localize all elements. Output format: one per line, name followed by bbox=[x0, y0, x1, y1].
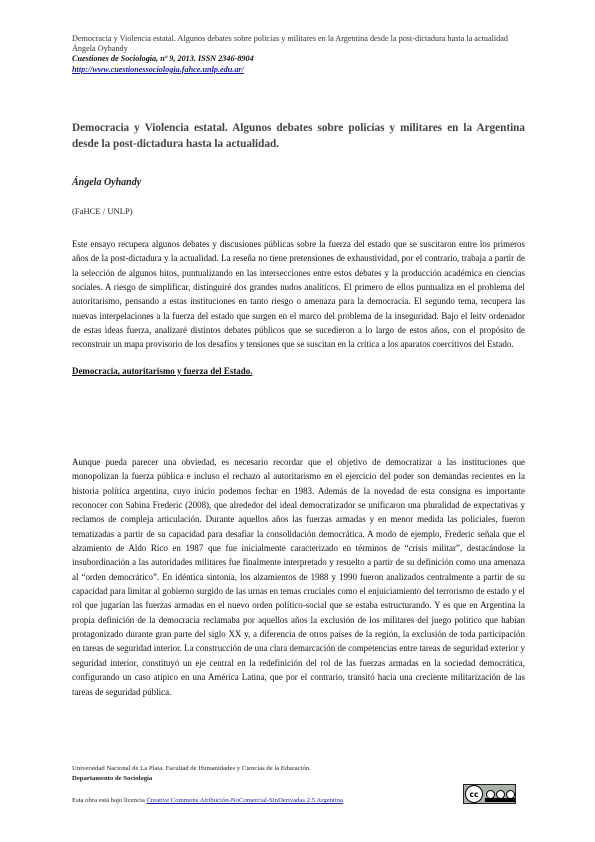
cc-circle: cc bbox=[465, 785, 483, 803]
license-link[interactable]: Creative Commons Atribución-NoComercial-SinDerivadas 2.5 Argentina bbox=[146, 797, 344, 804]
article-title: Democracia y Violencia estatal. Algunos debates sobre policías y militares en la Argentina desde la post-dictadura hasta la actualidad. bbox=[72, 122, 525, 150]
journal-citation: Cuestiones de Sociología, nº 9, 2013. ISSN 2346-8904 bbox=[72, 54, 254, 64]
author-affiliation: (FaHCE / UNLP) bbox=[72, 206, 133, 216]
running-author: Ángela Oyhandy bbox=[72, 44, 128, 54]
article-author: Ángela Oyhandy bbox=[72, 177, 142, 188]
creative-commons-by-nc-nd-icon[interactable] bbox=[463, 784, 516, 804]
body-paragraph: Aunque pueda parecer una obviedad, es necesario recordar que el objetivo de democratizar a las instituciones que monopolizan la fuerza pública e incluso el rechazo al autoritarismo en el ejercicio del poder son demandas recientes en la historia política argentina, cuyo inicio podemos fechar en 1983. Además de la novedad de esta consigna es importante reconocer con Sabina Frederic (2008), que alrededor del ideal democratizador se unificaron una pluralidad de expectativas y reclamos de compleja articulación. Durante aquellos años las fuerzas armadas y en menor medida las policiales, fueron tematizadas a partir de su capacidad para desafiar la consolidación democrática. A modo de ejemplo, Frederic señala que el alzamiento de Aldo Rico en 1987 que fue inicialmente caracterizado en términos de “crisis militar”, destacándose la insubordinación a las autoridades militares fue finalmente interpretado y resuelto a partir de su definición como una amenaza al “orden democrático”. En idéntica sintonía, los alzamientos de 1988 y 1990 fueron analizados centralmente a partir de su capacidad para limitar al gobierno surgido de las urnas en temas cruciales como el enjuiciamiento del terrorismo de estado y el rol que jugarían las fuerzas armadas en el nuevo orden político-social que se estaba estructurando. Y es que en Argentina la propia definición de la democracia reclamaba por aquellos años la exclusión de los militares del juego político que habían protagonizado durante gran parte del siglo XX y, a diferencia de otros países de la región, la exclusión de toda participación en tareas de seguridad interior. La construcción de una clara demarcación de competencias entre tareas de seguridad exterior y seguridad interior, constituyó un eje central en la redefinición del rol de las fuerzas armadas en la sociedad democrática, configurando un caso atípico en una América Latina, que por el contrario, transitó hacia una creciente militarización de las tareas de seguridad pública. bbox=[72, 457, 526, 697]
running-header bbox=[72, 34, 522, 75]
cc-badge-strip bbox=[485, 798, 515, 802]
page-footer bbox=[72, 764, 525, 783]
license-line bbox=[72, 797, 343, 804]
license-prefix: Esta obra está bajo licencia bbox=[72, 797, 147, 804]
running-title: Democracia y Violencia estatal. Algunos debates sobre policías y militares en la Argentina desde la post-dictadura hasta la actualidad bbox=[72, 34, 508, 43]
journal-url-link[interactable]: http://www.cuestionessociologia.fahce.unlp.edu.ar/ bbox=[72, 64, 244, 74]
abstract-paragraph: Este ensayo recupera algunos debates y discusiones públicas sobre la fuerza del estado que se suscitaron entre los primeros años de la post-dictadura y la actualidad. La reseña no tiene pretensiones de exhaustividad, por el contrario, trabaja a partir de la selección de algunos hitos, puntualizando en las intersecciones entre estos debates y la producción académica en ciencias sociales. A riesgo de simplificar, distinguiré dos grandes nudos analíticos. El primero de ellos puntualiza en el problema del autoritarismo, pensando a estas instituciones en tanto riesgo o amenaza para la democracia. El segundo tema, recupera las nuevas interpelaciones a la fuerza del estado que surgen en el marco del problema de la inseguridad. Bajo el leitv ordenador de estas ideas fuerza, analizaré distintos debates públicos que se sucedieron a lo largo de estos años, con el propósito de reconstruir un mapa provisorio de los desafíos y tensiones que se suscitan en la crítica a los aparatos coercitivos del Estado. bbox=[72, 239, 525, 350]
footer-institution: Universidad Nacional de La Plata. Facultad de Humanidades y Ciencias de la Educación. bbox=[72, 765, 311, 772]
section-heading: Democracia, autoritarismo y fuerza del Estado. bbox=[72, 366, 253, 376]
footer-department: Departamento de Sociología bbox=[72, 774, 153, 782]
